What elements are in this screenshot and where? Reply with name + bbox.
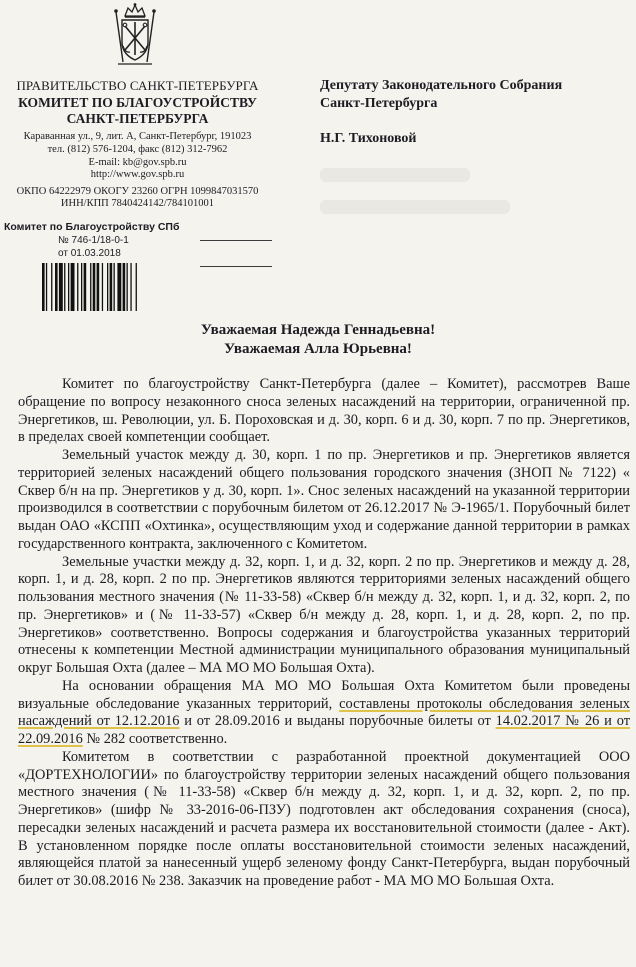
addressee-name: Н.Г. Тихоновой bbox=[320, 131, 417, 146]
addressee-line2: Санкт-Петербурга bbox=[320, 96, 438, 111]
form-line bbox=[200, 240, 272, 241]
paragraph-2: Земельный участок между д. 30, корп. 1 по пр. Энергетиков и пр. Энергетиков является территорией зеленых насаждений общего пользования городского значения (ЗНОП № 7122) « Сквер б/н на пр. Энергетиков у д. 30, корп. 1». Снос зеленых насаждений на указанной территории производился в соответствии с порубочным билетом от 26.12.2017 № Э-1965/1. Порубочный билет выдан ОАО «КСПП «Охтинка», осуществляющим уход и содержание данной территории в рамках государственного контракта, заключенного с Комитетом. bbox=[18, 447, 630, 552]
paragraph-1: Комитет по благоустройству Санкт-Петербурга (далее – Комитет), рассмотрев Ваше обращение по вопросу незаконного сноса зеленых насаждений на территории, ограниченной пр. Энергетиков, ш. Революции, ул. Б. Пороховская и д. 30, корп. 6 и д. 30, корп. 7 по пр. Энергетиков, в пределах своей компетенции сообщает. bbox=[18, 376, 630, 446]
government-name: ПРАВИТЕЛЬСТВО САНКТ-ПЕТЕРБУРГА bbox=[16, 78, 259, 93]
st-petersburg-coat-of-arms-icon bbox=[110, 2, 160, 68]
highlighted-text: 14.02.2017 № 26 и от 22.09.2016 bbox=[18, 713, 630, 747]
committee-inn: ИНН/КПП 7840424142/784101001 bbox=[60, 198, 215, 209]
redacted-area bbox=[320, 200, 510, 214]
redacted-area bbox=[320, 168, 470, 182]
salutation-line2: Уважаемая Алла Юрьевна! bbox=[224, 341, 412, 357]
committee-name-line2: САНКТ-ПЕТЕРБУРГА bbox=[66, 111, 209, 126]
paragraph-5: Комитетом в соответствии с разработанной проектной документацией ООО «ДОРТЕХНОЛОГИИ» по благоустройству территории зеленых насаждений общего пользования местного значения (№ 11-33-58) «Сквер б/н между д. 32, корп. 1, и д. 32, корп. 2, по пр. Энергетиков» (шифр № 33-2016-06-ПЗУ) подготовлен акт обследования сохранения (сноса), пересадки зеленых насаждений и расчета размера их восстановительной стоимости (далее - Акт). В установленном порядке после оплаты восстановительной стоимости зеленых насаждений, являющейся платой за нанесенный ущерб зеленому фонду Санкт-Петербурга, выдан порубочный билет от 30.08.2016 № 238. Заказчик на проведение работ - МА МО МО Большая Охта. bbox=[18, 748, 630, 889]
paragraph-4-part-a: На основании обращения МА МО МО Большая Охта Комитетом были проведены визуальные обследование указанных территорий, bbox=[18, 677, 630, 712]
salutation-line1: Уважаемая Надежда Геннадьевна! bbox=[200, 322, 436, 338]
committee-email: E-mail: kb@gov.spb.ru bbox=[88, 157, 187, 168]
letter-body bbox=[18, 376, 630, 891]
committee-website: http://www.gov.spb.ru bbox=[90, 169, 185, 180]
highlighted-text: составлены протоколы обследования зеленых насаждений от 12.12.2016 bbox=[18, 695, 630, 730]
paragraph-4-part-c: и от 28.09.2016 и выданы порубочные билеты от bbox=[179, 713, 496, 730]
stamp-date: от 01.03.2018 bbox=[58, 248, 121, 259]
stamp-organization: Комитет по Благоустройству СПб bbox=[4, 221, 180, 233]
committee-address: Караванная ул., 9, лит. А, Санкт-Петербург, 191023 bbox=[23, 131, 252, 142]
paragraph-4 bbox=[18, 678, 630, 749]
committee-name-line1: КОМИТЕТ ПО БЛАГОУСТРОЙСТВУ bbox=[18, 95, 257, 110]
barcode-icon bbox=[40, 263, 172, 311]
stamp-number: № 746-1/18-0-1 bbox=[58, 235, 129, 246]
form-line bbox=[200, 266, 272, 267]
committee-codes: ОКПО 64222979 ОКОГУ 23260 ОГРН 1099847031570 bbox=[16, 186, 259, 197]
paragraph-4-part-e: № 282 соответственно. bbox=[82, 731, 228, 747]
paragraph-3: Земельные участки между д. 32, корп. 1, и д. 32, корп. 2 по пр. Энергетиков и между д. 28, корп. 1, и д. 28, корп. 2 по пр. Энергетиков являются территориями зеленых насаждений общего пользования местного значения (№ 11-33-58) «Сквер б/н между д. 32, корп. 1, и д. 32, корп. 2, по пр. Энергетиков» и (№ 11-33-57) «Сквер б/н между д. 28, корп. 1, и д. 28, корп. 2, по пр. Энергетиков» соответственно. Вопросы содержания и благоустройства указанных территорий отнесены к компетенции Местной администрации муниципального образования муниципальный округ Большая Охта (далее – МА МО МО Большая Охта). bbox=[18, 553, 630, 676]
addressee-line1: Депутату Законодательного Собрания bbox=[320, 78, 563, 93]
committee-phones: тел. (812) 576-1204, факс (812) 312-7962 bbox=[47, 144, 228, 155]
